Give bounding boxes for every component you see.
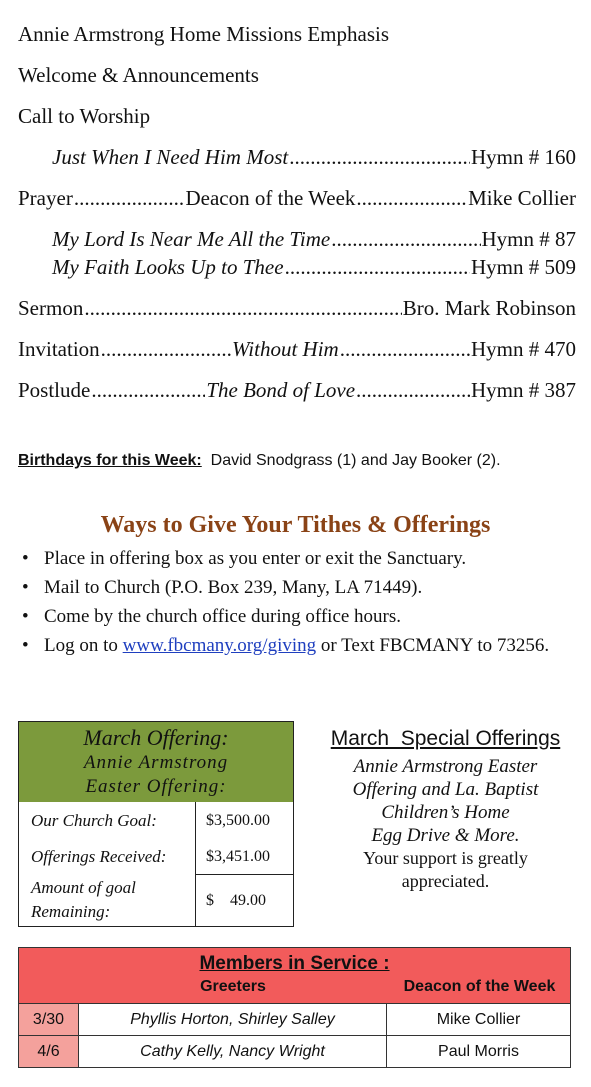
dot-leader xyxy=(101,335,231,363)
march-offering-title: March Offering: xyxy=(83,725,229,750)
table-row xyxy=(19,1035,570,1067)
giving-list xyxy=(18,546,578,662)
bullet-icon: • xyxy=(22,577,29,598)
special-line-4: Egg Drive & More. xyxy=(371,825,520,846)
special-offerings-title: March Special Offerings xyxy=(330,727,561,750)
goal-value: $3,500.00 xyxy=(195,802,293,840)
dot-leader xyxy=(84,294,401,322)
remaining-label-line-2: Remaining: xyxy=(31,902,111,921)
hymn-2-title: My Lord Is Near Me All the Time xyxy=(52,227,331,251)
special-line-1: Annie Armstrong Easter xyxy=(353,756,538,777)
giving-item xyxy=(18,546,578,571)
column-header-greeters: Greeters xyxy=(200,978,266,995)
members-header xyxy=(19,948,570,1003)
invitation-label: Invitation xyxy=(18,337,100,361)
received-value: $3,451.00 xyxy=(195,840,293,874)
prayer-label: Prayer xyxy=(18,186,73,210)
birthdays-text: David Snodgrass (1) and Jay Booker (2). xyxy=(210,452,501,469)
hymn-1-title: Just When I Need Him Most xyxy=(52,145,289,169)
table-row xyxy=(19,1003,570,1035)
hymn-2-number: Hymn # 87 xyxy=(481,227,576,251)
hymn-3-title: My Faith Looks Up to Thee xyxy=(52,255,284,279)
order-line-sermon xyxy=(18,294,576,335)
prayer-name: Mike Collier xyxy=(468,186,576,210)
row-greeters: Phyllis Horton, Shirley Salley xyxy=(79,1004,387,1035)
hymn-1-number: Hymn # 160 xyxy=(471,145,576,169)
dot-leader xyxy=(356,376,470,404)
order-line-welcome xyxy=(18,61,576,102)
remaining-row xyxy=(19,874,293,926)
prayer-role: Deacon of the Week xyxy=(185,186,356,210)
giving-item xyxy=(18,633,578,658)
order-of-service xyxy=(18,20,576,417)
giving-item-text: Place in offering box as you enter or exit the Sanctuary. xyxy=(44,548,467,569)
dot-leader xyxy=(74,184,185,212)
invitation-title: Without Him xyxy=(231,337,339,361)
special-line-2: Offering and La. Baptist xyxy=(352,779,539,800)
march-offering-subtitle-2: Easter Offering: xyxy=(85,776,227,797)
welcome-text: Welcome & Announcements xyxy=(18,63,259,87)
bullet-icon: • xyxy=(22,548,29,569)
goal-label: Our Church Goal: xyxy=(31,811,157,830)
call-to-worship-text: Call to Worship xyxy=(18,104,151,128)
remaining-label-line-1: Amount of goal xyxy=(31,878,136,897)
row-date: 3/30 xyxy=(19,1004,79,1035)
row-date: 4/6 xyxy=(19,1036,79,1067)
giving-title: Ways to Give Your Tithes & Offerings xyxy=(100,512,491,538)
bullet-icon: • xyxy=(22,606,29,627)
sermon-label: Sermon xyxy=(18,296,84,320)
row-greeters: Cathy Kelly, Nancy Wright xyxy=(79,1036,387,1067)
sermon-name: Bro. Mark Robinson xyxy=(402,296,576,320)
bullet-icon: • xyxy=(22,635,29,656)
special-offerings-body xyxy=(300,755,591,847)
column-header-deacon: Deacon of the Week xyxy=(403,978,556,995)
order-line-hymn-3 xyxy=(18,253,576,294)
remaining-label xyxy=(19,874,195,926)
postlude-number: Hymn # 387 xyxy=(471,378,577,402)
order-line-invitation xyxy=(18,335,576,376)
order-line-hymn-1 xyxy=(18,143,576,184)
dot-leader xyxy=(91,376,205,404)
order-line-postlude xyxy=(18,376,576,417)
birthdays-label: Birthdays for this Week: xyxy=(18,452,202,469)
special-offerings-thanks xyxy=(300,847,591,893)
order-line-emphasis xyxy=(18,20,576,61)
giving-item-suffix: or Text FBCMANY to 73256. xyxy=(316,635,550,656)
members-title: Members in Service : xyxy=(199,953,390,974)
march-offering-subtitle-1: Annie Armstrong xyxy=(83,752,229,773)
birthdays xyxy=(18,452,501,470)
remaining-value xyxy=(195,874,293,926)
march-offering-box xyxy=(18,721,294,927)
order-line-call-to-worship xyxy=(18,102,576,143)
special-line-6: appreciated. xyxy=(401,871,490,891)
dot-leader xyxy=(340,335,470,363)
goal-row xyxy=(19,802,293,840)
remaining-value-text: $ 49.00 xyxy=(206,891,266,909)
received-row xyxy=(19,840,293,874)
giving-link[interactable]: www.fbcmany.org/giving xyxy=(122,635,317,656)
postlude-label: Postlude xyxy=(18,378,91,402)
dot-leader xyxy=(285,253,470,281)
postlude-title: The Bond of Love xyxy=(206,378,356,402)
dot-leader xyxy=(331,225,480,253)
giving-item-prefix: Log on to xyxy=(44,635,123,656)
dot-leader xyxy=(356,184,467,212)
dot-leader xyxy=(289,143,470,171)
giving-item-text: Mail to Church (P.O. Box 239, Many, LA 71449). xyxy=(44,577,423,598)
special-line-3: Children’s Home xyxy=(381,802,510,823)
row-deacon: Mike Collier xyxy=(436,1011,521,1028)
hymn-3-number: Hymn # 509 xyxy=(471,255,576,279)
giving-item xyxy=(18,604,578,629)
special-line-5: Your support is greatly xyxy=(363,848,528,868)
special-offerings xyxy=(300,727,591,893)
received-label: Offerings Received: xyxy=(31,847,167,866)
march-offering-header xyxy=(19,722,293,802)
emphasis-text: Annie Armstrong Home Missions Emphasis xyxy=(18,22,389,46)
order-line-prayer xyxy=(18,184,576,225)
members-in-service-table xyxy=(18,947,571,1068)
order-line-hymn-2 xyxy=(18,225,576,253)
giving-item-text: Come by the church office during office hours. xyxy=(44,606,402,627)
row-deacon: Paul Morris xyxy=(438,1043,519,1060)
giving-item xyxy=(18,575,578,600)
invitation-number: Hymn # 470 xyxy=(471,337,577,361)
